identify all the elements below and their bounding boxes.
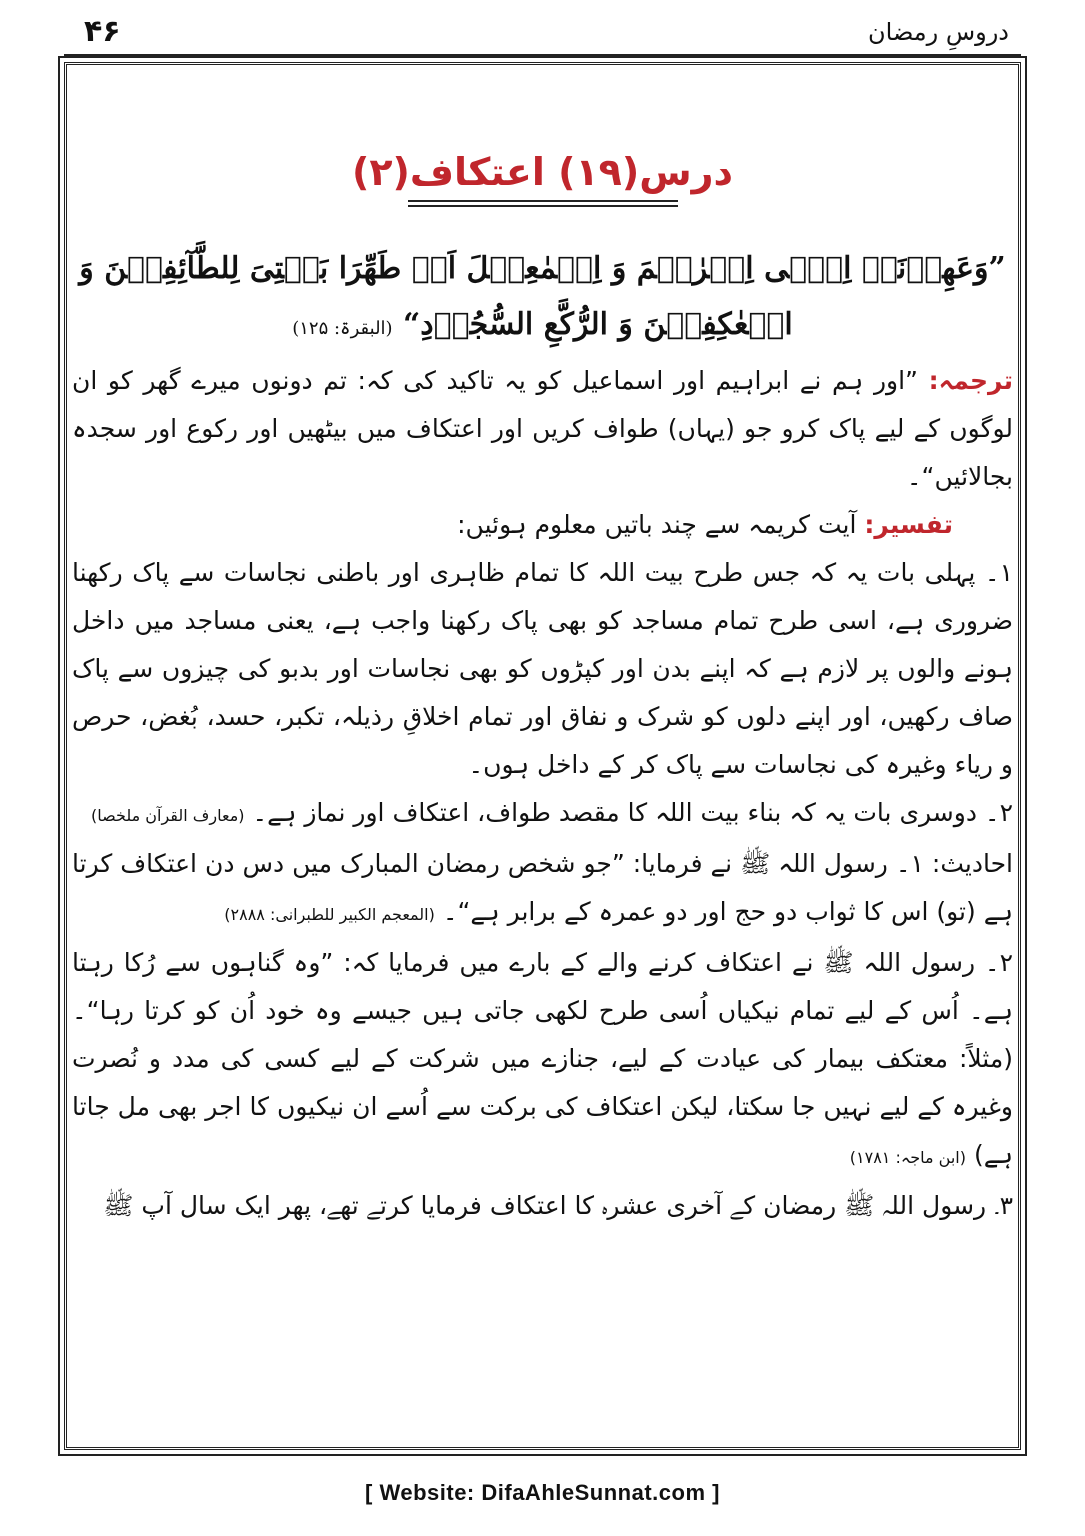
hadith-1-citation: (المعجم الکبیر للطبرانی: ۲۸۸۸) [224,905,435,924]
book-title: دروسِ رمضان [868,18,1009,46]
translation-paragraph [72,357,1013,501]
tafseer-intro-text: آیت کریمہ سے چند باتیں معلوم ہوئیں: [457,510,857,539]
page-content [72,150,1013,1230]
title-underline [408,200,678,207]
ayah-text: ”وَعَهِدۡنَاۤ اِلٰۤی اِبۡرٰهٖمَ وَ اِسۡمٰعِیۡلَ اَنۡ طَهِّرَا بَیۡتِیَ لِلطَّآئِفِیۡنَ وَ الۡعٰکِفِیۡنَ وَ الرُّکَّعِ السُّجُوۡدِ“ [79,251,1006,342]
hadith-1-text: ۱۔ رسول اللہ ﷺ نے فرمایا: ”جو شخص رمضان المبارک میں دس دن اعتکاف کرتا ہے (تو) اس کا ثواب دو حج اور دو عمرہ کے برابر ہے“۔ [72,849,1013,926]
tafseer-intro [72,501,1013,549]
translation-text: ”اور ہم نے ابراہیم اور اسماعیل کو یہ تاکید کی کہ: تم دونوں میرے گھر کو ان لوگوں کے لیے پاک کرو جو (یہاں) طواف کریں اور اعتکاف میں بیٹھیں اور رکوع اور سجدہ بجالائیں“۔ [72,366,1013,491]
ahadith-label: احادیث: [931,849,1013,878]
translation-label: ترجمہ: [928,366,1013,395]
quran-ayah [72,241,1013,357]
tafseer-label: تفسیر: [864,510,953,539]
lesson-title: درس(۱۹) اعتکاف(۲) [351,150,734,194]
hadith-1 [72,840,1013,939]
ayah-reference: (البقرۃ: ۱۲۵) [292,318,393,339]
hadith-3: ۳۔ رسول اللہ ﷺ رمضان کے آخری عشرہ کا اعتکاف فرمایا کرتے تھے، پھر ایک سال آپ ﷺ [103,1191,1013,1220]
header-rule [64,54,1021,56]
tafseer-point-2-citation: (معارف القرآن ملخصا) [91,806,245,825]
hadith-2 [72,939,1013,1182]
tafseer-point-2-text: ۲۔ دوسری بات یہ کہ بناء بیت اللہ کا مقصد طواف، اعتکاف اور نماز ہے۔ [252,798,1013,827]
page-number: ۴۶ [84,14,121,49]
website-footer: [ Website: DifaAhleSunnat.com ] [365,1480,720,1505]
hadith-2-text: ۲۔ رسول اللہ ﷺ نے اعتکاف کرنے والے کے بارے میں فرمایا کہ: ”وہ گناہوں سے رُکا رہتا ہے۔ اُس کے لیے تمام نیکیاں اُسی طرح لکھی جاتی ہیں جیسے وہ خود اُن کو کرتا رہا“۔ (مثلاً: معتکف بیمار کی عیادت کے لیے، جنازے میں شرکت کے لیے کسی کی مدد و نُصرت وغیرہ کے لیے نہیں جا سکتا، لیکن اعتکاف کی برکت سے اُسے ان نیکیوں کا اجر بھی مل جاتا ہے) [72,948,1013,1169]
tafseer-point-1: ۱۔ پہلی بات یہ کہ جس طرح بیت اللہ کا تمام ظاہری اور باطنی نجاسات سے پاک رکھنا ضروری ہے، اسی طرح تمام مساجد کو بھی پاک رکھنا واجب ہے، یعنی مساجد میں داخل ہونے والوں پر لازم ہے کہ اپنے بدن اور کپڑوں کو بھی نجاسات اور بدبو کی چیزوں سے پاک صاف رکھیں، اور اپنے دلوں کو شرک و نفاق اور تمام اخلاقِ رذیلہ، تکبر، حسد، بُغض، حرص و ریاء وغیرہ کی نجاسات سے پاک کر کے داخل ہوں۔ [72,558,1013,779]
hadith-2-citation: (ابن ماجہ: ۱۷۸۱) [849,1148,966,1167]
tafseer-point-2 [72,789,1013,840]
